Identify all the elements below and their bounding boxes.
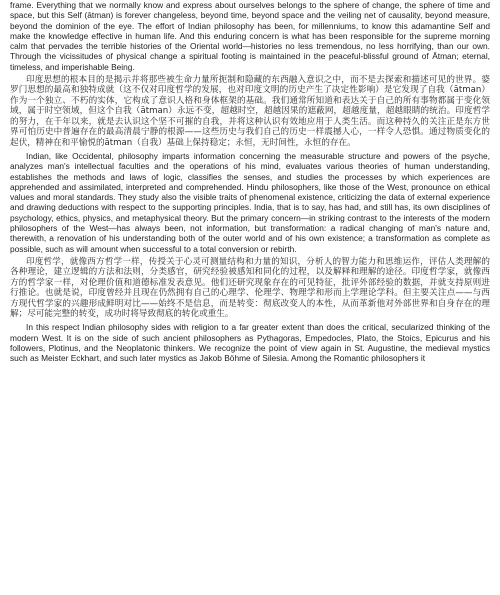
- paragraph-transformation-zh: 印度哲学，就像西方哲学一样，传授关于心灵可测量结构和力量的知识，分析人的智力能力和思维运作，评估人类理解的各种理论，建立逻辑的方法和法则，分类感官，研究经验被感知和同化的过程，以及解释和理解的途径。印度哲学家，就像西方的哲学家一样，对伦理价值和道德标准发表意见。他们还研究现象存在的可见特征，批评外部经验的数据，并就支持原则进行推论。也就是说，印度曾经并且现在仍然拥有自己的心理学、伦理学、物理学和形而上学理论学科。但主要关注点——与西方现代哲学家的兴趣形成鲜明对比——始终不是信息，而是转变：彻底改变人的本性，从而革新他对外部世界和自身存在的理解；尽可能完整的转变，成功时将导致彻底的转化或重生。: [10, 256, 490, 319]
- document-page: [10, 0, 490, 595]
- paragraph-self-atman-en: frame. Everything that we normally know and express about ourselves belongs to the sphere of change, the sphere of time and space, but this Self (ātman) is forever changeless, beyond time, beyond space and the veiling net of causality, beyond measure, beyond the dominion of the eye. The effort of Indian philosophy has been, for millenniums, to know this adamantine Self and make the knowledge effective in human life. And this enduring concern is what has been responsible for the supreme morning calm that pervades the terrible histories of the Oriental world—histories no less tremendous, no less horrifying, than our own. Through the vicissitudes of physical change a spiritual footing is maintained in the peaceful-blissful ground of Ātman; eternal, timeless, and imperishable Being.: [10, 0, 490, 72]
- paragraph-transformation-en: Indian, like Occidental, philosophy imparts information concerning the measurable structure and powers of the psyche, analyzes man's intellectual faculties and the operations of his mind, evaluates various theories of human understanding, establishes the methods and laws of logic, classifies the senses, and studies the processes by which experiences are apprehended and assimilated, interpreted and comprehended. Hindu philosophers, like those of the West, pronounce on ethical values and moral standards. They study also the visible traits of phenomenal existence, criticizing the data of external experience and drawing deductions with respect to the supporting principles. India, that is to say, has had, and still has, its own disciplines of psychology, ethics, physics, and metaphysical theory. But the primary concern—in striking contrast to the interests of the modern philosophers of the West—has always been, not information, but transformation: a radical changing of man's nature and, therewith, a renovation of his understanding both of the outer world and of his own existence; a transformation as complete as possible, such as will amount when successful to a total conversion or rebirth.: [10, 150, 490, 254]
- paragraph-religion-en: In this respect Indian philosophy sides with religion to a far greater extent than does the critical, secularized thinking of the modern West. It is on the side of such ancient philosophers as Pythagoras, Empedocles, Plato, the Stoics, Epicurus and his followers, Plotinus, and the Neoplatonic thinkers. We recognize the point of view again in St. Augustine, the medieval mystics such as Meister Eckhart, and such later mystics as Jakob Böhme of Silesia. Among the Romantic philosophers it: [10, 322, 490, 364]
- paragraph-self-atman-zh: 印度思想的根本目的是揭示并将那些被生命力量所扼制和隐藏的东西融入意识之中，而不是去探索和描述可见的世界。婆罗门思想的最高和独特成就（这不仅对印度哲学的发展，也对印度文明的历史产生了决定性影响）是它发现了自我（ātman）作为一个独立、不朽的实体，它构成了意识人格和身体框架的基础。我们通常所知道和表达关于自己的所有事物都属于变化领域，属于时空领域，但这个自我（ātman）永远不变，超越时空，超越因果的遮蔽网，超越度量，超越眼睛的统治。印度哲学的努力，在千年以来，就是去认识这个坚不可摧的自我，并将这种认识有效地应用于人类生活。而这种持久的关注正是东方世界可怕历史中普遍存在的最高清晨宁静的根源——这些历史与我们自己的历史一样震撼人心，一样令人恐惧。通过物质变化的起伏，精神在和平愉悦的ātman（自我）基础上保持稳定；永恒，无时间性，永恒的存在。: [10, 75, 490, 148]
